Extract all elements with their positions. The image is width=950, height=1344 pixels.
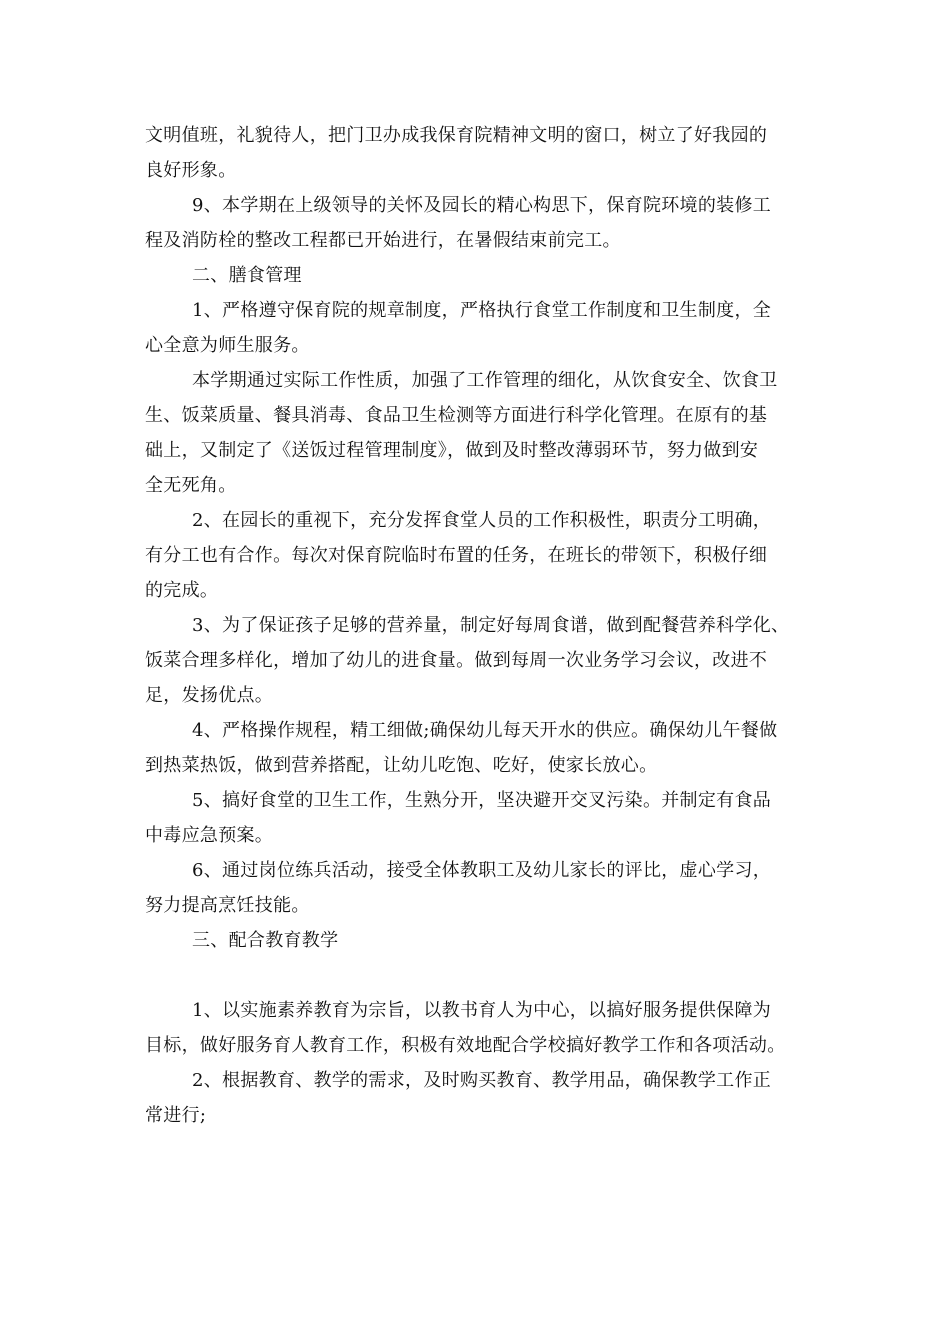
text-line: 目标，做好服务育人教育工作，积极有效地配合学校搞好教学工作和各项活动。 [145, 1035, 786, 1056]
text-line: 常进行; [145, 1105, 207, 1126]
text-line: 中毒应急预案。 [145, 825, 274, 846]
text-line: 到热菜热饭，做到营养搭配，让幼儿吃饱、吃好，使家长放心。 [145, 755, 658, 776]
section-heading: 二、膳食管理 [192, 265, 302, 286]
text-line: 2、在园长的重视下，充分发挥食堂人员的工作积极性，职责分工明确， [192, 510, 772, 531]
text-line: 心全意为师生服务。 [145, 335, 310, 356]
text-line: 程及消防栓的整改工程都已开始进行，在暑假结束前完工。 [145, 230, 621, 251]
text-line: 本学期通过实际工作性质，加强了工作管理的细化，从饮食安全、饮食卫 [192, 370, 778, 391]
text-line: 的完成。 [145, 580, 219, 601]
text-line: 生、饭菜质量、餐具消毒、食品卫生检测等方面进行科学化管理。在原有的基 [145, 405, 768, 426]
text-line: 2、根据教育、教学的需求，及时购买教育、教学用品，确保教学工作正 [192, 1070, 772, 1091]
text-line: 6、通过岗位练兵活动，接受全体教职工及幼儿家长的评比，虚心学习， [192, 860, 772, 881]
text-line: 全无死角。 [145, 475, 237, 496]
text-line: 饭菜合理多样化，增加了幼儿的进食量。做到每周一次业务学习会议，改进不 [145, 650, 768, 671]
section-heading: 三、配合教育教学 [192, 930, 339, 951]
text-line: 1、严格遵守保育院的规章制度，严格执行食堂工作制度和卫生制度，全 [192, 300, 772, 321]
text-line: 良好形象。 [145, 160, 237, 181]
text-line: 1、以实施素养教育为宗旨，以教书育人为中心，以搞好服务提供保障为 [192, 1000, 772, 1021]
text-line: 努力提高烹饪技能。 [145, 895, 310, 916]
text-line: 5、搞好食堂的卫生工作，生熟分开，坚决避开交叉污染。并制定有食品 [192, 790, 772, 811]
text-line: 9、本学期在上级领导的关怀及园长的精心构思下，保育院环境的装修工 [192, 195, 772, 216]
text-line: 文明值班，礼貌待人，把门卫办成我保育院精神文明的窗口，树立了好我园的 [145, 125, 768, 146]
text-line: 3、为了保证孩子足够的营养量，制定好每周食谱，做到配餐营养科学化、 [192, 615, 790, 636]
text-line: 有分工也有合作。每次对保育院临时布置的任务，在班长的带领下，积极仔细 [145, 545, 768, 566]
text-line: 足，发扬优点。 [145, 685, 274, 706]
text-line: 础上，又制定了《送饭过程管理制度》，做到及时整改薄弱环节，努力做到安 [145, 440, 759, 461]
text-line: 4、严格操作规程，精工细做;确保幼儿每天开水的供应。确保幼儿午餐做 [192, 720, 778, 741]
